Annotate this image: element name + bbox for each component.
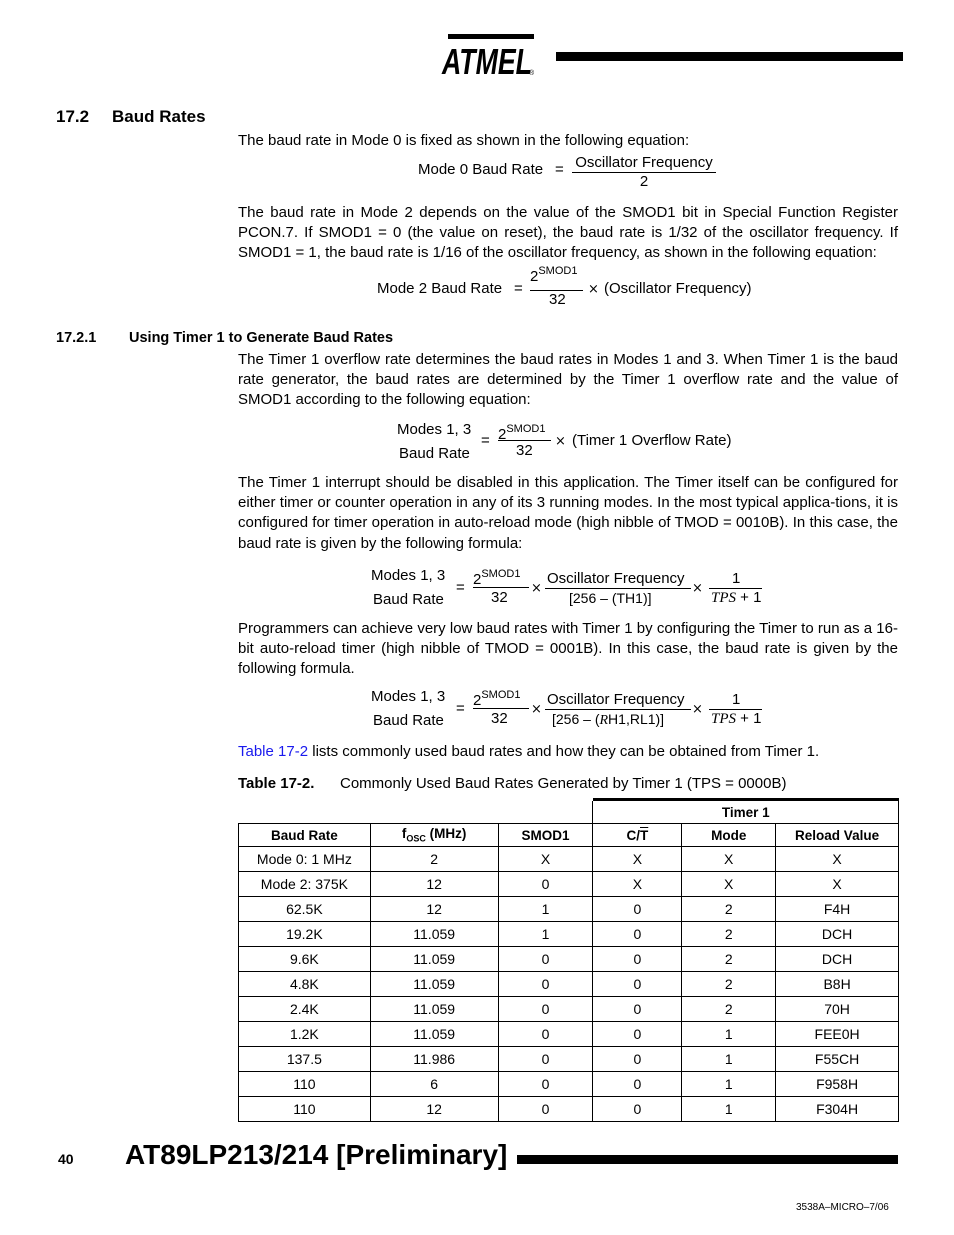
header-reload-value: Reload Value	[776, 824, 899, 847]
cell-fosc: 12	[370, 1097, 498, 1122]
cell-ct: 0	[593, 897, 682, 922]
eq5-denominator: 32	[491, 710, 508, 727]
table-header-row	[239, 824, 899, 847]
cell-smod1: 0	[498, 1072, 593, 1097]
eq2-denominator: 32	[549, 291, 566, 308]
baud-rate-table	[238, 798, 899, 1122]
cell-smod1: 0	[498, 972, 593, 997]
cell-ct: 0	[593, 1047, 682, 1072]
cell-reload-value: DCH	[776, 947, 899, 972]
cell-smod1: 0	[498, 872, 593, 897]
eq4-base: 2	[473, 571, 482, 588]
cell-baud-rate: Mode 0: 1 MHz	[239, 847, 371, 872]
cell-reload-value: B8H	[776, 972, 899, 997]
eq5-lhs-line1: Modes 1, 3	[371, 688, 446, 705]
section-number: 17.2	[56, 107, 90, 126]
table-row	[239, 872, 899, 897]
logo-text: ATMEL	[441, 41, 532, 80]
footer-bar	[517, 1155, 898, 1164]
eq5-den-rh1: H1,RL1	[608, 711, 656, 727]
cell-ct: 0	[593, 1072, 682, 1097]
eq5-lhs-line2: Baud Rate	[373, 712, 444, 729]
eq4-times2: ×	[692, 581, 703, 596]
eq4-numerator	[473, 568, 520, 588]
cell-ct: 0	[593, 997, 682, 1022]
eq3-denominator: 32	[516, 442, 533, 459]
eq4-equals: =	[456, 579, 465, 596]
subsection-number: 17.2.1	[56, 330, 97, 346]
cell-baud-rate: 62.5K	[239, 897, 371, 922]
cell-reload-value: DCH	[776, 922, 899, 947]
eq5-equals: =	[456, 700, 465, 717]
eq4-tps: TPS	[711, 590, 737, 606]
cell-smod1: 0	[498, 997, 593, 1022]
table-row	[239, 922, 899, 947]
cell-smod1: 0	[498, 1047, 593, 1072]
cell-ct: 0	[593, 1022, 682, 1047]
cell-mode: 2	[682, 997, 776, 1022]
eq4-osc-line	[545, 588, 691, 589]
eq4-times: ×	[531, 581, 542, 596]
cell-ct: 0	[593, 947, 682, 972]
eq4-denominator: 32	[491, 589, 508, 606]
cell-baud-rate: 4.8K	[239, 972, 371, 997]
cell-fosc: 12	[370, 872, 498, 897]
eq4-den-close: )]	[642, 590, 652, 606]
eq3-lhs-line1: Modes 1, 3	[397, 421, 472, 438]
mode2-paragraph: The baud rate in Mode 2 depends on the value of the SMOD1 bit in Special Function Register PCON.7. If SMOD1 = 0 (the value on reset), the baud rate is 1/32 of the oscillator frequency. If SMOD1 = 1, the baud rate is 1/16 of the oscillator frequency, as shown in the following equation:	[238, 204, 898, 262]
cell-fosc: 11.059	[370, 1022, 498, 1047]
header-ct-c: C/	[626, 827, 640, 843]
cell-smod1: 0	[498, 947, 593, 972]
header-mode: Mode	[682, 824, 776, 847]
eq2-numerator	[530, 265, 586, 285]
cell-reload-value: F4H	[776, 897, 899, 922]
table-body	[239, 847, 899, 1122]
eq5-tps-denominator	[711, 710, 761, 728]
cell-baud-rate: Mode 2: 375K	[239, 872, 371, 897]
cell-fosc: 11.059	[370, 922, 498, 947]
eq2-times: ×	[588, 282, 599, 297]
cell-ct: X	[593, 872, 682, 897]
cell-reload-value: F958H	[776, 1072, 899, 1097]
header-ct	[593, 824, 682, 847]
cell-baud-rate: 137.5	[239, 1047, 371, 1072]
eq2-rhs: (Oscillator Frequency)	[604, 280, 752, 297]
cell-baud-rate: 19.2K	[239, 922, 371, 947]
eq4-osc-denominator	[569, 590, 652, 606]
cell-baud-rate: 1.2K	[239, 1022, 371, 1047]
eq3-lhs-line2: Baud Rate	[399, 445, 470, 462]
header-baud-rate: Baud Rate	[239, 824, 371, 847]
cell-ct: 0	[593, 1097, 682, 1122]
cell-mode: 2	[682, 897, 776, 922]
table-reference-text: lists commonly used baud rates and how they can be obtained from Timer 1.	[308, 743, 820, 760]
header-smod1: SMOD1	[498, 824, 593, 847]
eq2-fraction	[530, 265, 586, 285]
low-baud-paragraph: Programmers can achieve very low baud rates with Timer 1 by configuring the Timer to run as a 16-bit auto-reload timer (high nibble of TMOD = 0001B). In this case, the baud rate is given by the following formula.	[238, 620, 898, 678]
eq5-den-open: [256 – (	[552, 711, 600, 727]
eq5-plus-one: + 1	[736, 710, 762, 727]
eq4-osc-numerator: Oscillator Frequency	[547, 570, 685, 587]
header-fosc-f: f	[401, 826, 407, 842]
table-row	[239, 847, 899, 872]
table-row	[239, 972, 899, 997]
eq1-lhs: Mode 0 Baud Rate	[418, 161, 544, 178]
table-17-2-link[interactable]: Table 17-2	[238, 743, 309, 760]
eq3-rhs: (Timer 1 Overflow Rate)	[572, 432, 732, 449]
subsection-heading	[56, 330, 393, 346]
eq5-base: 2	[473, 692, 482, 709]
eq2-exponent: SMOD1	[538, 265, 578, 277]
table-header-group-row	[239, 800, 899, 824]
cell-reload-value: 70H	[776, 997, 899, 1022]
eq4-lhs-line2: Baud Rate	[373, 591, 444, 608]
eq4-one: 1	[732, 570, 741, 587]
table-row	[239, 947, 899, 972]
cell-mode: 1	[682, 1097, 776, 1122]
eq2-base: 2	[530, 268, 539, 285]
eq4-den-th1: TH1	[616, 590, 643, 606]
cell-smod1: 1	[498, 922, 593, 947]
document-code: 3538A–MICRO–7/06	[796, 1202, 889, 1213]
eq5-den-r: R	[599, 713, 609, 728]
eq3-times: ×	[555, 434, 566, 449]
eq4-den-open: [256 – (	[569, 590, 617, 606]
eq5-fraction-line	[473, 708, 529, 709]
cell-smod1: 1	[498, 897, 593, 922]
footer-title: AT89LP213/214 [Preliminary]	[125, 1139, 508, 1170]
subsection-title: Using Timer 1 to Generate Baud Rates	[129, 330, 394, 346]
cell-baud-rate: 9.6K	[239, 947, 371, 972]
cell-fosc: 6	[370, 1072, 498, 1097]
timer1-paragraph: The Timer 1 overflow rate determines the baud rates in Modes 1 and 3. When Timer 1 is the baud rate generator, the baud rates are determined by the Timer 1 overflow rate and the value of SMOD1 according to the following equation:	[238, 351, 898, 409]
eq1-equals: =	[555, 161, 564, 178]
header-ct-t: $\overline{T}$	[640, 827, 649, 843]
cell-fosc: 12	[370, 897, 498, 922]
cell-mode: 2	[682, 922, 776, 947]
section-title: Baud Rates	[112, 107, 206, 126]
cell-baud-rate: 2.4K	[239, 997, 371, 1022]
header-fosc-unit: (MHz)	[425, 826, 467, 842]
cell-smod1: 0	[498, 1097, 593, 1122]
table-row	[239, 1097, 899, 1122]
section-heading	[56, 107, 206, 127]
cell-mode: X	[682, 872, 776, 897]
table-row	[239, 897, 899, 922]
table-caption	[238, 775, 786, 792]
cell-reload-value: F55CH	[776, 1047, 899, 1072]
eq5-times: ×	[531, 702, 542, 717]
cell-reload-value: X	[776, 847, 899, 872]
eq5-times2: ×	[692, 702, 703, 717]
cell-reload-value: F304H	[776, 1097, 899, 1122]
header-spacer	[239, 800, 593, 824]
eq2-equals: =	[514, 280, 523, 297]
cell-smod1: X	[498, 847, 593, 872]
cell-ct: X	[593, 847, 682, 872]
cell-ct: 0	[593, 972, 682, 997]
eq4-exponent: SMOD1	[481, 568, 521, 580]
cell-fosc: 11.059	[370, 972, 498, 997]
table-row	[239, 1022, 899, 1047]
header-fosc	[370, 824, 498, 847]
registered-mark: ®	[529, 70, 535, 77]
eq3-fraction-line	[498, 440, 551, 441]
header-bar	[556, 52, 903, 61]
eq5-exponent: SMOD1	[481, 689, 521, 701]
eq5-numerator	[473, 689, 520, 709]
eq5-den-close: )]	[655, 711, 665, 727]
eq5-osc-denominator	[552, 711, 664, 729]
intro-paragraph: The baud rate in Mode 0 is fixed as shown in the following equation:	[238, 132, 690, 149]
cell-mode: 1	[682, 1022, 776, 1047]
table-row	[239, 1072, 899, 1097]
eq2-lhs: Mode 2 Baud Rate	[377, 280, 503, 297]
table-row	[239, 1047, 899, 1072]
eq3-exponent: SMOD1	[506, 423, 546, 435]
eq4-fraction-line	[473, 587, 529, 588]
cell-mode: X	[682, 847, 776, 872]
eq1-numerator: Oscillator Frequency	[572, 154, 716, 173]
eq5-tps: TPS	[711, 711, 737, 727]
page-number: 40	[58, 1151, 74, 1167]
table-row	[239, 997, 899, 1022]
header-timer1: Timer 1	[593, 800, 899, 824]
cell-fosc: 11.059	[370, 947, 498, 972]
atmel-logo	[440, 34, 534, 80]
cell-mode: 1	[682, 1047, 776, 1072]
header-fosc-sub: OSC	[406, 833, 426, 844]
table-reference-paragraph	[238, 742, 898, 762]
cell-reload-value: FEE0H	[776, 1022, 899, 1047]
eq3-base: 2	[498, 426, 507, 443]
cell-reload-value: X	[776, 872, 899, 897]
eq4-plus-one: + 1	[736, 589, 762, 606]
eq1-denominator: 2	[639, 173, 649, 190]
cell-mode: 2	[682, 947, 776, 972]
eq5-osc-numerator: Oscillator Frequency	[547, 691, 685, 708]
eq3-equals: =	[481, 432, 490, 449]
cell-baud-rate: 110	[239, 1097, 371, 1122]
eq4-tps-denominator	[711, 589, 761, 607]
cell-fosc: 2	[370, 847, 498, 872]
eq1-fraction	[572, 154, 716, 190]
eq4-lhs-line1: Modes 1, 3	[371, 567, 446, 584]
table-caption-text: Commonly Used Baud Rates Generated by Timer 1 (TPS = 0000B)	[340, 775, 787, 792]
cell-smod1: 0	[498, 1022, 593, 1047]
interrupt-paragraph: The Timer 1 interrupt should be disabled in this application. The Timer itself can be configured for either timer or counter operation in any of its 3 running modes. In the most typical applica-tions, it is configured for timer operation in auto-reload mode (high nibble of TMOD = 0010B). In this case, the baud rate is given by the following formula:	[238, 474, 898, 552]
cell-baud-rate: 110	[239, 1072, 371, 1097]
cell-fosc: 11.986	[370, 1047, 498, 1072]
cell-mode: 1	[682, 1072, 776, 1097]
cell-fosc: 11.059	[370, 997, 498, 1022]
cell-ct: 0	[593, 922, 682, 947]
table-caption-label: Table 17-2.	[238, 775, 315, 792]
cell-mode: 2	[682, 972, 776, 997]
eq5-one: 1	[732, 691, 741, 708]
eq5-osc-line	[545, 709, 691, 710]
